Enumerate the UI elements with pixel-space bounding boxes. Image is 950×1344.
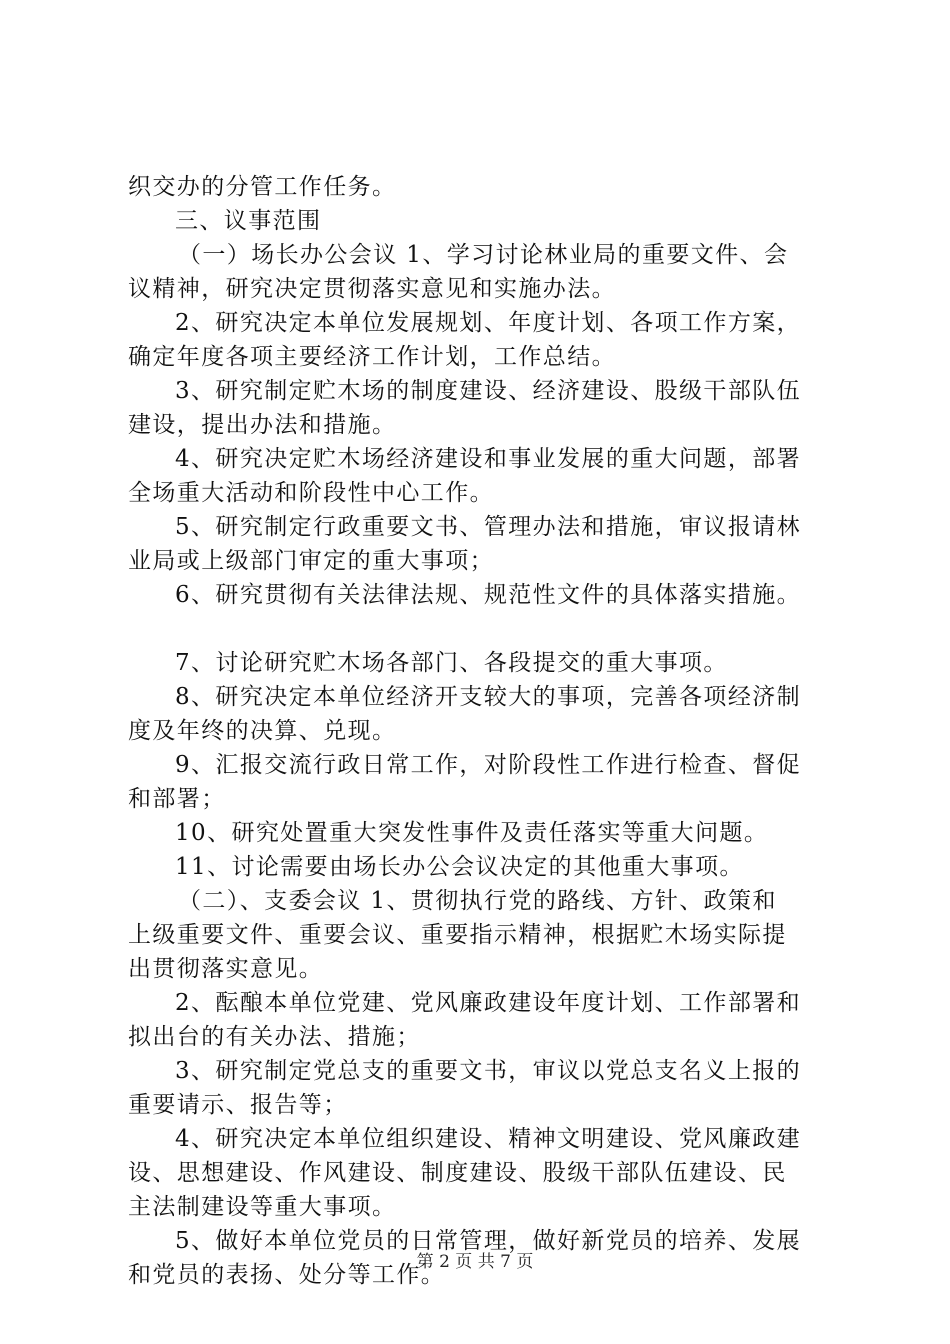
- text-line: 议精神，研究决定贯彻落实意见和实施办法。: [128, 276, 616, 302]
- subsection-heading-line: （一）场长办公会议 1、学习讨论林业局的重要文件、会: [178, 242, 789, 268]
- text-line: 织交办的分管工作任务。: [128, 174, 397, 200]
- text-line: 和部署；: [128, 786, 226, 812]
- list-item-line: 4、研究决定本单位组织建设、精神文明建设、党风廉政建: [175, 1126, 802, 1152]
- list-item-line: 4、研究决定贮木场经济建设和事业发展的重大问题，部署: [175, 446, 802, 472]
- section-heading: 三、议事范围: [175, 208, 322, 234]
- list-item-line: 5、研究制定行政重要文书、管理办法和措施，审议报请林: [175, 514, 802, 540]
- text-line: 度及年终的决算、兑现。: [128, 718, 397, 744]
- list-item-line: 5、做好本单位党员的日常管理，做好新党员的培养、发展: [175, 1228, 802, 1254]
- text-line: 建设，提出办法和措施。: [128, 412, 397, 438]
- document-body: [128, 170, 834, 1292]
- text-line: 出贯彻落实意见。: [128, 956, 324, 982]
- subsection-heading-line: （二）、支委会议 1、贯彻执行党的路线、方针、政策和: [178, 888, 777, 914]
- text-line: 全场重大活动和阶段性中心工作。: [128, 480, 494, 506]
- list-item-line: 7、讨论研究贮木场各部门、各段提交的重大事项。: [175, 650, 728, 676]
- text-line: 设、思想建设、作风建设、制度建设、股级干部队伍建设、民: [128, 1160, 787, 1186]
- page-number-footer: 第 2 页 共 7 页: [416, 1252, 534, 1272]
- list-item-line: 9、汇报交流行政日常工作，对阶段性工作进行检查、督促: [175, 752, 802, 778]
- list-item-line: 10、研究处置重大突发性事件及责任落实等重大问题。: [175, 820, 769, 846]
- text-line: 确定年度各项主要经济工作计划，工作总结。: [128, 344, 616, 370]
- text-line: 拟出台的有关办法、措施；: [128, 1024, 421, 1050]
- text-line: 重要请示、报告等；: [128, 1092, 348, 1118]
- list-item-line: 2、酝酿本单位党建、党风廉政建设年度计划、工作部署和: [175, 990, 802, 1016]
- list-item-line: 2、研究决定本单位发展规划、年度计划、各项工作方案，: [175, 310, 802, 336]
- list-item-line: 3、研究制定贮木场的制度建设、经济建设、股级干部队伍: [175, 378, 802, 404]
- text-line: 业局或上级部门审定的重大事项；: [128, 548, 494, 574]
- list-item-line: 8、研究决定本单位经济开支较大的事项，完善各项经济制: [175, 684, 802, 710]
- text-line: 和党员的表扬、处分等工作。: [128, 1262, 446, 1288]
- blank-line: [128, 612, 834, 646]
- list-item-line: 3、研究制定党总支的重要文书，审议以党总支名义上报的: [175, 1058, 802, 1084]
- list-item-line: 11、讨论需要由场长办公会议决定的其他重大事项。: [175, 854, 744, 880]
- text-line: 主法制建设等重大事项。: [128, 1194, 397, 1220]
- list-item-line: 6、研究贯彻有关法律法规、规范性文件的具体落实措施。: [175, 582, 802, 608]
- text-line: 上级重要文件、重要会议、重要指示精神，根据贮木场实际提: [128, 922, 787, 948]
